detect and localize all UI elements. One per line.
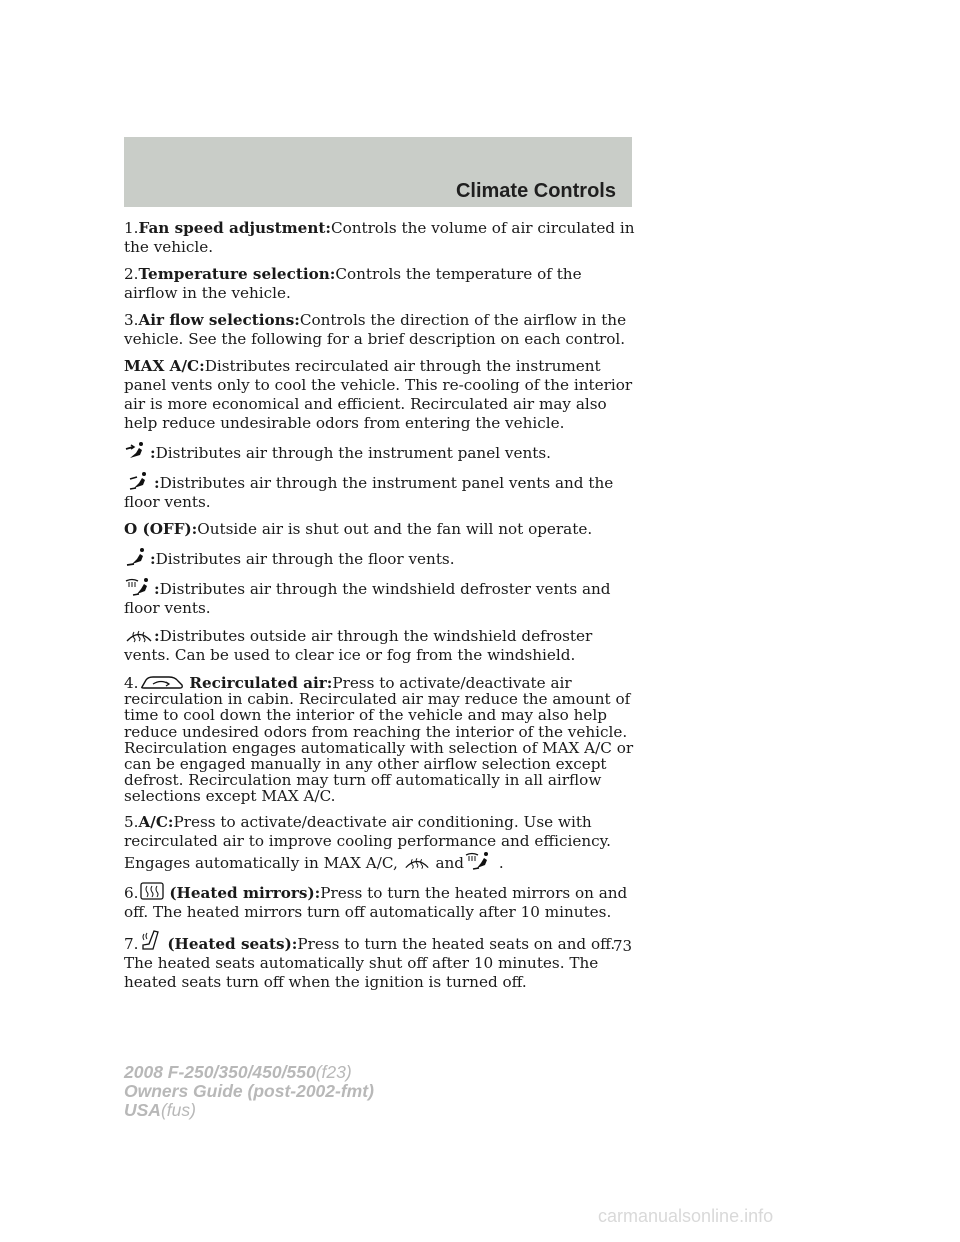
heated-seat-icon [139,930,163,952]
item-defrost-mode: :Distributes outside air through the windshield defroster vents. Can be used to clear ice or fog from the windshield. [124,627,593,664]
item-defrost-floor-mode: :Distributes air through the windshield defroster vents and floor vents. [124,577,636,618]
header-band [124,137,632,207]
item-panel-mode: :Distributes air through the instrument panel vents. [124,441,636,463]
item-floor-mode: :Distributes air through the floor vents. [124,547,636,569]
item-ac: 5.A/C:Press to activate/deactivate air conditioning. Use with recirculated air to improve cooling performance and efficiency. Engages automatically in MAX A/C, and . [124,812,612,872]
item-panel-floor-mode: :Distributes air through the instrument panel vents and the floor vents. [124,471,636,512]
item-max-ac: MAX A/C:Distributes recirculated air through the instrument panel vents only to cool the vehicle. This re-cooling of the interior air is more economical and efficient. Recirculated air may also help reduce undesirable odors from entering the vehicle. [124,357,633,432]
windshield-defrost-icon-inline [403,853,431,871]
panel-vent-icon [124,441,150,461]
heated-mirror-icon [139,881,165,901]
floor-vent-icon [124,547,150,567]
footer-line-model: 2008 F-250/350/450/550(f23) [124,1062,352,1082]
panel-floor-vent-icon [124,471,154,491]
document-footer [124,1063,374,1120]
recirculation-icon [139,673,185,691]
item-temperature: 2.Temperature selection:Controls the temperature of the airflow in the vehicle. [124,265,582,302]
item-off-mode: O (OFF):Outside air is shut out and the fan will not operate. [124,520,593,538]
manual-content [124,219,636,1000]
item-fan-speed: 1.Fan speed adjustment:Controls the volume of air circulated in the vehicle. [124,219,635,256]
item-heated-mirrors: 6. (Heated mirrors):Press to turn the heated mirrors on and off. The heated mirrors turn off automatically after 10 minutes. [124,881,636,922]
item-air-flow: 3.Air flow selections:Controls the direction of the airflow in the vehicle. See the following for a brief description on each control. [124,311,627,348]
watermark: carmanualsonline.info [598,1206,774,1226]
defrost-floor-icon [124,577,154,597]
page-number: 73 [613,937,633,955]
footer-line-guide: Owners Guide (post-2002-fmt) [124,1081,374,1101]
section-title: Climate Controls [455,180,616,202]
footer-line-market: USA(fus) [124,1100,196,1120]
defrost-floor-icon-inline [464,851,494,871]
windshield-defrost-icon [124,626,154,644]
item-recirculated-air: 4. Recirculated air:Press to activate/deactivate air recirculation in cabin. Recirculated air may reduce the amount of time to cool down the interior of the vehicle and may also help reduce undesired odors from reaching the interior of the vehicle. Recirculation engages automatically with selection of MAX A/C or can be engaged manually in any other airflow selection except defrost. Recirculation may turn off automatically in all airflow selections except MAX A/C. [124,674,634,806]
item-heated-seats: 7. (Heated seats):Press to turn the heated seats on and off. The heated seats automatically shut off after 10 minutes. The heated seats turn off when the ignition is turned off. [124,930,636,992]
